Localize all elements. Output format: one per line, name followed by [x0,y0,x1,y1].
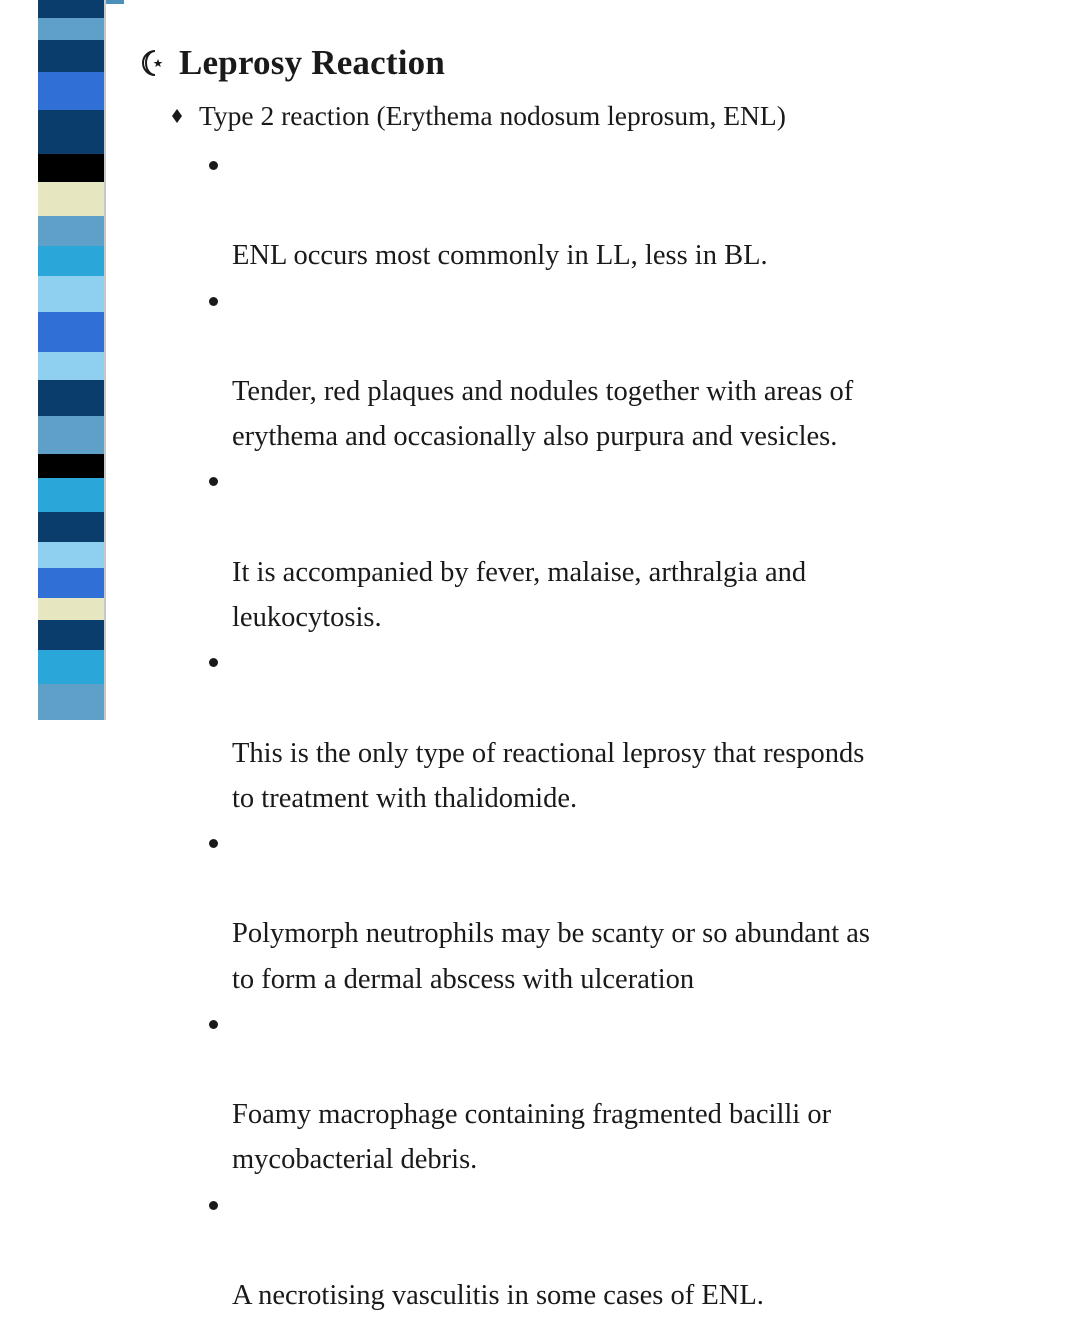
bullet-list [207,143,1072,1318]
decorative-stripe [38,154,105,182]
dot-bullet-icon [209,477,218,486]
decorative-stripe [38,0,105,18]
decorative-stripe [38,416,105,454]
decorative-stripe [38,620,105,650]
decorative-stripe [38,182,105,216]
decorative-stripe [38,352,105,380]
bullet-text: It is accompanied by fever, malaise, arthralgia and leukocytosis. [232,556,807,634]
subheading-text: Type 2 reaction (Erythema nodosum leprosum, ENL) [199,100,786,131]
slide-title: Leprosy Reaction [179,43,446,82]
decorative-stripe [38,72,105,110]
decorative-stripe-bar [38,0,105,720]
bullet-item [207,640,1072,821]
decorative-stripe [38,216,105,246]
decorative-stripe [38,110,105,154]
decorative-stripe [38,542,105,568]
dot-bullet-icon [209,161,218,170]
decorative-stripe [38,598,105,620]
bullet-item [207,821,1072,1002]
decorative-stripe [38,568,105,598]
decorative-stripe [38,478,105,512]
subheading-row [172,97,786,135]
decorative-stripe [38,380,105,416]
decorative-stripe [38,276,105,312]
bullet-text: Polymorph neutrophils may be scanty or so abundant as to form a dermal abscess with ulceration [232,918,870,995]
stripe-bar-edge [104,0,106,720]
corner-accent [106,0,124,4]
bullet-item [207,459,1072,640]
bullet-text: Foamy macrophage containing fragmented bacilli or mycobacterial debris. [232,1099,832,1176]
bullet-text: ENL occurs most commonly in LL, less in BL. [232,240,768,272]
decorative-stripe [38,18,105,40]
decorative-stripe [38,650,105,684]
bullet-text: Tender, red plaques and nodules together with areas of erythema and occasionally also purpura and vesicles. [232,376,854,453]
dot-bullet-icon [209,1020,218,1029]
bullet-item [207,1002,1072,1183]
bullet-item [207,143,1072,279]
title-row [137,40,445,86]
bullet-text: A necrotising vasculitis in some cases of ENL. [232,1280,764,1312]
decorative-stripe [38,246,105,276]
decorative-stripe [38,512,105,542]
decorative-stripe [38,454,105,478]
bullet-text: This is the only type of reactional leprosy that responds to treatment with thalidomide. [232,737,865,814]
decorative-stripe [38,40,105,72]
dot-bullet-icon [209,1201,218,1210]
diamond-bullet-icon [172,109,182,123]
decorative-stripe [38,684,105,720]
decorative-stripe [38,312,105,352]
crescent-star-icon [137,47,169,79]
bullet-item [207,1183,1072,1318]
dot-bullet-icon [209,297,218,306]
dot-bullet-icon [209,658,218,667]
dot-bullet-icon [209,839,218,848]
bullet-item [207,279,1072,460]
